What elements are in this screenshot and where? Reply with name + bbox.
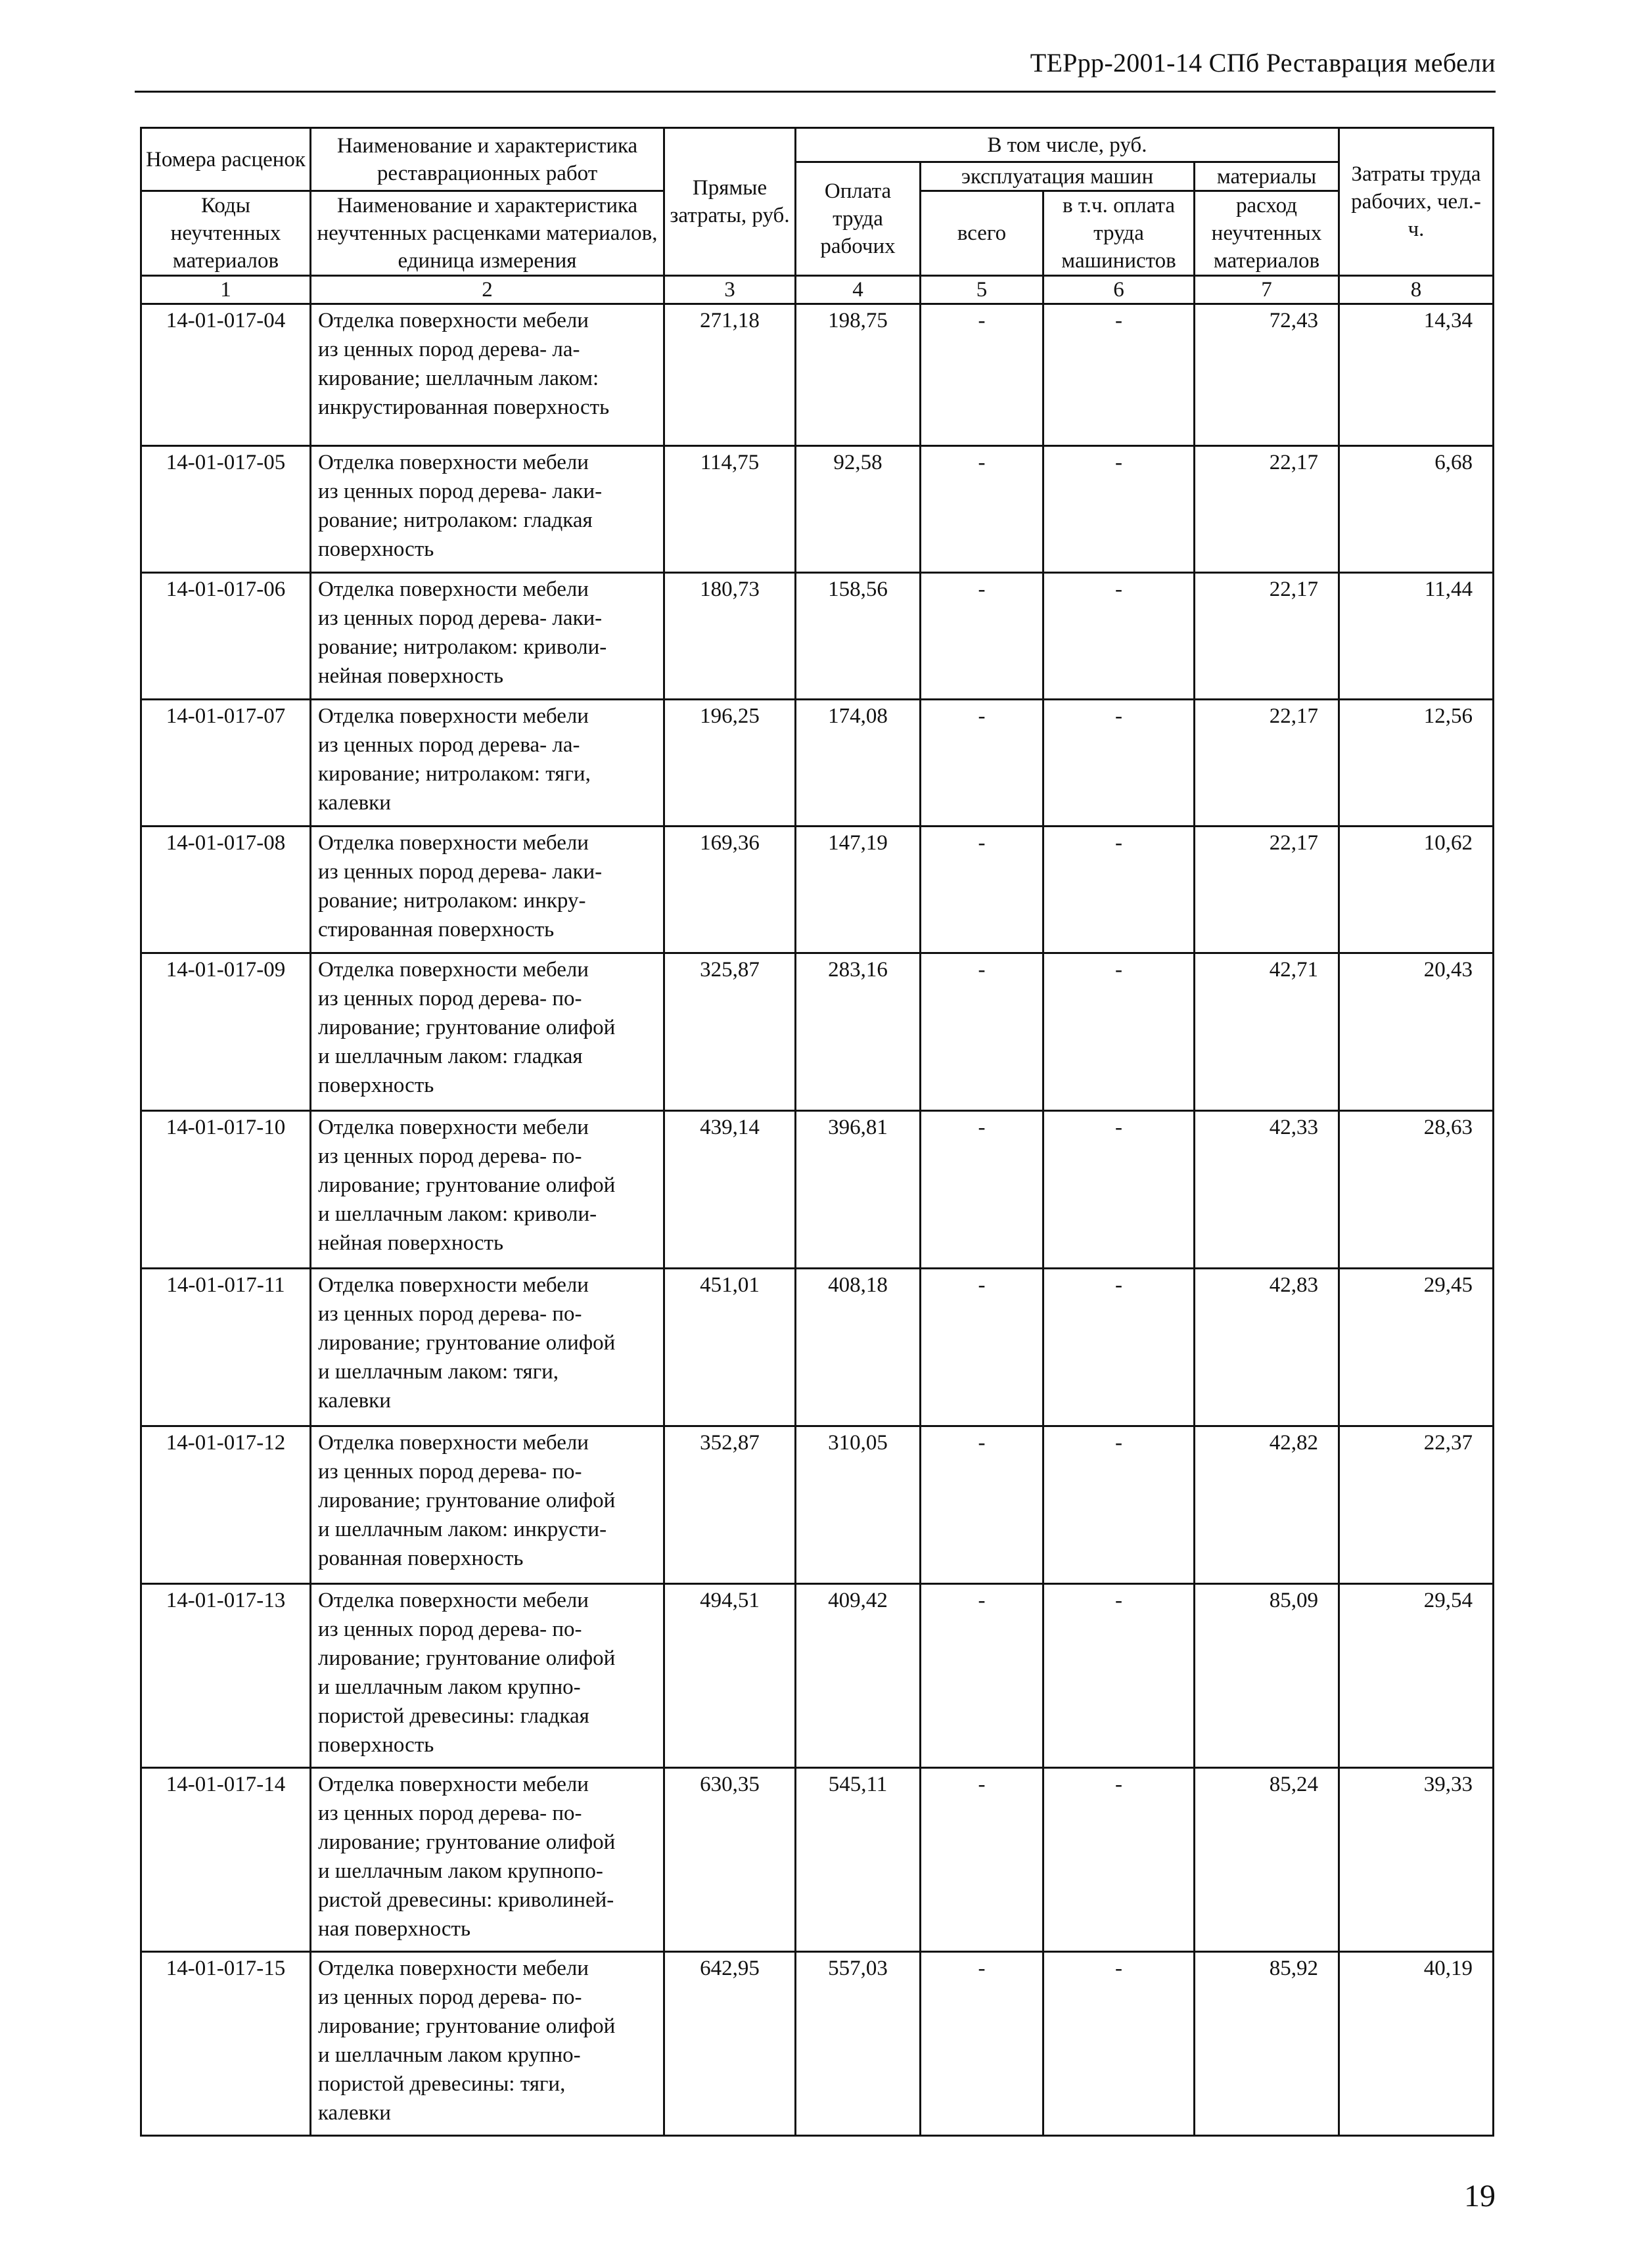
description-line: из ценных пород дерева- лаки- (318, 480, 603, 503)
work-description (311, 1584, 664, 1768)
work-description (311, 1426, 664, 1584)
description-line: рование; нитролаком: гладкая (318, 509, 593, 532)
description-line: калевки (318, 2101, 391, 2125)
description-line: Отделка поверхности мебели (318, 1431, 589, 1455)
description-line: ристой древесины: криволиней- (318, 1888, 614, 1912)
column-number-row (141, 276, 1494, 304)
description-line: нейная поверхность (318, 1231, 503, 1255)
materials-value: 42,83 (1195, 1269, 1339, 1426)
description-line: Отделка поверхности мебели (318, 1116, 589, 1139)
direct-costs-value: 196,25 (664, 700, 796, 827)
description-line: из ценных пород дерева- ла- (318, 733, 580, 757)
description-line: поверхность (318, 1074, 434, 1097)
description-line: лирование; грунтование олифой (318, 1830, 616, 1854)
machines-total-value: - (921, 446, 1043, 573)
machines-total-value: - (921, 304, 1043, 446)
table-row (141, 1426, 1494, 1584)
work-description (311, 446, 664, 573)
description-line: лирование; грунтование олифой (318, 1173, 616, 1197)
header-direct-costs: Прямые затраты, руб. (664, 128, 796, 276)
machinist-pay-value: - (1043, 446, 1195, 573)
worker-pay-value: 198,75 (796, 304, 921, 446)
description-line: кирование; шеллачным лаком: (318, 367, 599, 390)
header-machines-group: эксплуатация машин (921, 162, 1195, 191)
description-line: Отделка поверхности мебели (318, 451, 589, 474)
column-number: 8 (1339, 276, 1494, 304)
header-rate-numbers: Номера расценок (141, 128, 311, 191)
description-line: лирование; грунтование олифой (318, 2014, 616, 2038)
machinist-pay-value: - (1043, 1111, 1195, 1269)
rate-code: 14-01-017-06 (141, 573, 311, 700)
machines-total-value: - (921, 700, 1043, 827)
header-material-codes: Коды неучтенных материалов (141, 191, 311, 276)
column-number: 3 (664, 276, 796, 304)
materials-value: 22,17 (1195, 573, 1339, 700)
machinist-pay-value: - (1043, 1768, 1195, 1952)
machinist-pay-value: - (1043, 1426, 1195, 1584)
rate-code: 14-01-017-07 (141, 700, 311, 827)
header-labor-hours: Затраты труда рабочих, чел.-ч. (1339, 128, 1494, 276)
work-description (311, 1952, 664, 2136)
description-line: из ценных пород дерева- по- (318, 1802, 582, 1825)
description-line: из ценных пород дерева- по- (318, 1460, 582, 1484)
labor-hours-value: 12,56 (1339, 700, 1494, 827)
header-machines-total: всего (921, 191, 1043, 276)
machinist-pay-value: - (1043, 1269, 1195, 1426)
direct-costs-value: 439,14 (664, 1111, 796, 1269)
materials-value: 22,17 (1195, 446, 1339, 573)
description-line: и шеллачным лаком: гладкая (318, 1045, 583, 1068)
description-line: Отделка поверхности мебели (318, 704, 589, 728)
materials-value: 22,17 (1195, 827, 1339, 953)
worker-pay-value: 283,16 (796, 953, 921, 1111)
work-description (311, 953, 664, 1111)
direct-costs-value: 642,95 (664, 1952, 796, 2136)
work-description (311, 304, 664, 446)
materials-value: 85,09 (1195, 1584, 1339, 1768)
rate-code: 14-01-017-05 (141, 446, 311, 573)
header-material-name: Наименование и характеристика неучтенных расценками материалов, единица измерения (311, 191, 664, 276)
direct-costs-value: 180,73 (664, 573, 796, 700)
description-line: из ценных пород дерева- лаки- (318, 860, 603, 884)
description-line: и шеллачным лаком: тяги, (318, 1360, 559, 1384)
page-number: 19 (1464, 2179, 1496, 2213)
machinist-pay-value: - (1043, 304, 1195, 446)
direct-costs-value: 271,18 (664, 304, 796, 446)
table-row (141, 1584, 1494, 1768)
machines-total-value: - (921, 1768, 1043, 1952)
labor-hours-value: 10,62 (1339, 827, 1494, 953)
materials-value: 42,71 (1195, 953, 1339, 1111)
rate-code: 14-01-017-14 (141, 1768, 311, 1952)
description-line: ная поверхность (318, 1917, 471, 1941)
machines-total-value: - (921, 827, 1043, 953)
direct-costs-value: 325,87 (664, 953, 796, 1111)
materials-value: 85,92 (1195, 1952, 1339, 2136)
rates-table (140, 127, 1494, 2137)
column-number: 1 (141, 276, 311, 304)
worker-pay-value: 557,03 (796, 1952, 921, 2136)
materials-value: 72,43 (1195, 304, 1339, 446)
direct-costs-value: 169,36 (664, 827, 796, 953)
worker-pay-value: 409,42 (796, 1584, 921, 1768)
materials-value: 42,82 (1195, 1426, 1339, 1584)
labor-hours-value: 40,19 (1339, 1952, 1494, 2136)
worker-pay-value: 174,08 (796, 700, 921, 827)
description-line: лирование; грунтование олифой (318, 1489, 616, 1512)
labor-hours-value: 39,33 (1339, 1768, 1494, 1952)
direct-costs-value: 451,01 (664, 1269, 796, 1426)
table-row (141, 446, 1494, 573)
work-description (311, 827, 664, 953)
direct-costs-value: 630,35 (664, 1768, 796, 1952)
description-line: из ценных пород дерева- по- (318, 1302, 582, 1326)
machines-total-value: - (921, 1269, 1043, 1426)
description-line: Отделка поверхности мебели (318, 1273, 589, 1297)
description-line: и шеллачным лаком крупнопо- (318, 1859, 603, 1883)
description-line: из ценных пород дерева- по- (318, 1145, 582, 1168)
column-number: 7 (1195, 276, 1339, 304)
column-number: 4 (796, 276, 921, 304)
work-description (311, 1269, 664, 1426)
machinist-pay-value: - (1043, 953, 1195, 1111)
description-line: калевки (318, 1389, 391, 1413)
machines-total-value: - (921, 1426, 1043, 1584)
description-line: Отделка поверхности мебели (318, 831, 589, 855)
column-number: 2 (311, 276, 664, 304)
rate-code: 14-01-017-12 (141, 1426, 311, 1584)
description-line: лирование; грунтование олифой (318, 1331, 616, 1355)
machines-total-value: - (921, 1111, 1043, 1269)
machines-total-value: - (921, 953, 1043, 1111)
description-line: Отделка поверхности мебели (318, 309, 589, 332)
work-description (311, 573, 664, 700)
rate-code: 14-01-017-10 (141, 1111, 311, 1269)
header-material-consumption: расход неучтенных материалов (1195, 191, 1339, 276)
description-line: и шеллачным лаком крупно- (318, 1675, 581, 1699)
worker-pay-value: 158,56 (796, 573, 921, 700)
table-row (141, 1952, 1494, 2136)
description-line: и шеллачным лаком: криволи- (318, 1202, 597, 1226)
header-work-name: Наименование и характеристика реставрационных работ (311, 128, 664, 191)
machinist-pay-value: - (1043, 700, 1195, 827)
description-line: кирование; нитролаком: тяги, (318, 762, 591, 786)
description-line: и шеллачным лаком крупно- (318, 2043, 581, 2067)
worker-pay-value: 310,05 (796, 1426, 921, 1584)
work-description (311, 1111, 664, 1269)
rate-code: 14-01-017-11 (141, 1269, 311, 1426)
labor-hours-value: 28,63 (1339, 1111, 1494, 1269)
work-description (311, 700, 664, 827)
rate-code: 14-01-017-04 (141, 304, 311, 446)
description-line: Отделка поверхности мебели (318, 1957, 589, 1980)
description-line: пористой древесины: тяги, (318, 2072, 566, 2096)
header-materials-group: материалы (1195, 162, 1339, 191)
direct-costs-value: 114,75 (664, 446, 796, 573)
machines-total-value: - (921, 1952, 1043, 2136)
worker-pay-value: 92,58 (796, 446, 921, 573)
description-line: рование; нитролаком: инкру- (318, 889, 586, 913)
materials-value: 22,17 (1195, 700, 1339, 827)
description-line: из ценных пород дерева- по- (318, 987, 582, 1010)
worker-pay-value: 396,81 (796, 1111, 921, 1269)
column-number: 5 (921, 276, 1043, 304)
table-row (141, 700, 1494, 827)
description-line: из ценных пород дерева- по- (318, 1618, 582, 1641)
labor-hours-value: 14,34 (1339, 304, 1494, 446)
machinist-pay-value: - (1043, 1584, 1195, 1768)
description-line: Отделка поверхности мебели (318, 1589, 589, 1612)
rate-code: 14-01-017-13 (141, 1584, 311, 1768)
table-row (141, 573, 1494, 700)
header-including-group: В том числе, руб. (796, 128, 1339, 162)
table-row (141, 1269, 1494, 1426)
rate-code: 14-01-017-15 (141, 1952, 311, 2136)
description-line: Отделка поверхности мебели (318, 958, 589, 982)
labor-hours-value: 22,37 (1339, 1426, 1494, 1584)
table-row (141, 953, 1494, 1111)
worker-pay-value: 545,11 (796, 1768, 921, 1952)
header-worker-pay: Оплата труда рабочих (796, 162, 921, 276)
description-line: лирование; грунтование олифой (318, 1646, 616, 1670)
table-row (141, 1111, 1494, 1269)
worker-pay-value: 147,19 (796, 827, 921, 953)
description-line: из ценных пород дерева- по- (318, 1985, 582, 2009)
description-line: поверхность (318, 537, 434, 561)
table-body (141, 304, 1494, 2136)
worker-pay-value: 408,18 (796, 1269, 921, 1426)
description-line: из ценных пород дерева- ла- (318, 338, 580, 361)
direct-costs-value: 494,51 (664, 1584, 796, 1768)
description-line: нейная поверхность (318, 664, 503, 688)
direct-costs-value: 352,87 (664, 1426, 796, 1584)
description-line: калевки (318, 791, 391, 815)
labor-hours-value: 11,44 (1339, 573, 1494, 700)
table-row (141, 304, 1494, 446)
header-rule (135, 91, 1496, 93)
materials-value: 42,33 (1195, 1111, 1339, 1269)
labor-hours-value: 29,45 (1339, 1269, 1494, 1426)
description-line: рование; нитролаком: криволи- (318, 635, 607, 659)
machinist-pay-value: - (1043, 827, 1195, 953)
labor-hours-value: 20,43 (1339, 953, 1494, 1111)
column-number: 6 (1043, 276, 1195, 304)
labor-hours-value: 29,54 (1339, 1584, 1494, 1768)
header-machinist-pay: в т.ч. оплата труда машинистов (1043, 191, 1195, 276)
description-line: Отделка поверхности мебели (318, 1773, 589, 1796)
description-line: стированная поверхность (318, 918, 555, 941)
document-header-title: ТЕРрр-2001-14 СПб Реставрация мебели (1030, 48, 1496, 78)
description-line: из ценных пород дерева- лаки- (318, 606, 603, 630)
labor-hours-value: 6,68 (1339, 446, 1494, 573)
machinist-pay-value: - (1043, 573, 1195, 700)
description-line: рованная поверхность (318, 1547, 524, 1570)
rate-code: 14-01-017-08 (141, 827, 311, 953)
description-line: поверхность (318, 1733, 434, 1757)
materials-value: 85,24 (1195, 1768, 1339, 1952)
machinist-pay-value: - (1043, 1952, 1195, 2136)
description-line: инкрустированная поверхность (318, 396, 610, 419)
table-row (141, 827, 1494, 953)
table-row (141, 1768, 1494, 1952)
rate-code: 14-01-017-09 (141, 953, 311, 1111)
description-line: и шеллачным лаком: инкрусти- (318, 1518, 607, 1541)
machines-total-value: - (921, 573, 1043, 700)
work-description (311, 1768, 664, 1952)
description-line: пористой древесины: гладкая (318, 1704, 589, 1728)
table-header (141, 128, 1494, 304)
description-line: лирование; грунтование олифой (318, 1016, 616, 1039)
machines-total-value: - (921, 1584, 1043, 1768)
description-line: Отделка поверхности мебели (318, 578, 589, 601)
